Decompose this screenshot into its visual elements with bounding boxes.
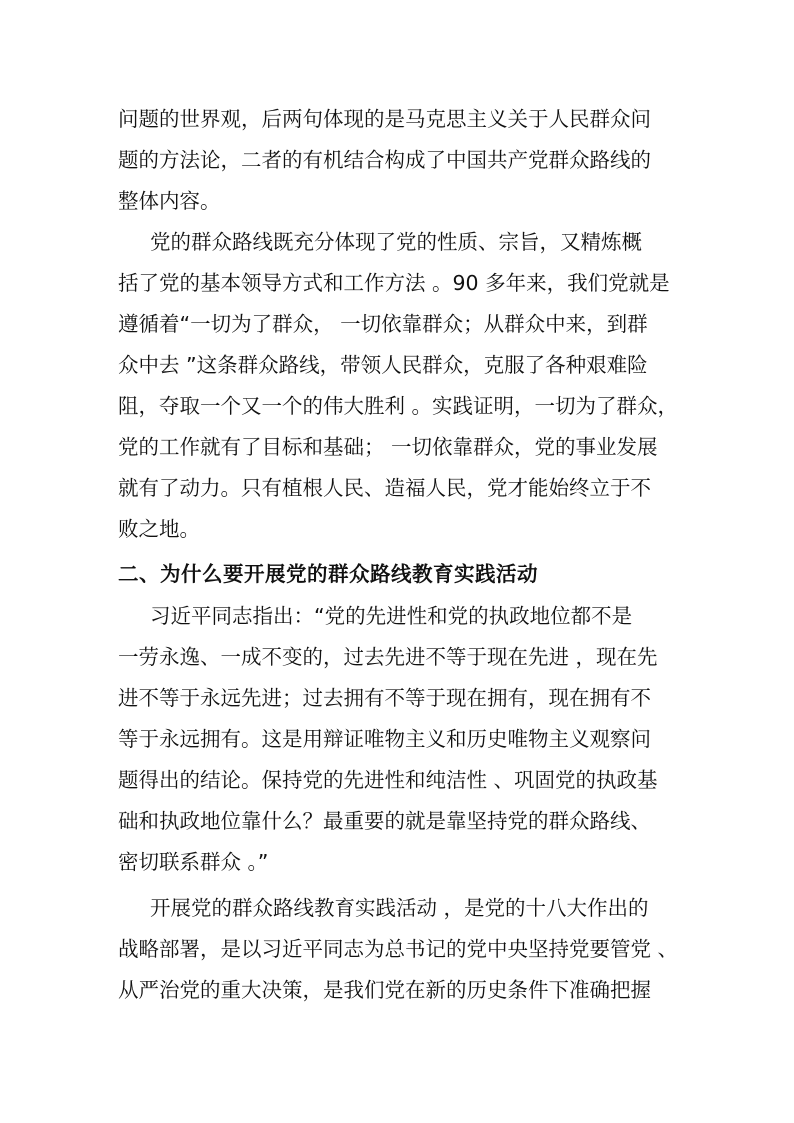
body-text-line: 遵循着“一切为了群众， 一切依靠群众；从群众中来，到群 bbox=[118, 312, 648, 336]
paragraph-first-line: 开展党的群众路线教育实践活动 ，是党的十八大作出的 bbox=[150, 896, 649, 920]
body-text-line: 问题的世界观，后两句体现的是马克思主义关于人民群众问 bbox=[118, 107, 651, 131]
body-text-line: 础和执政地位靠什么？最重要的就是靠坚持党的群众路线、 bbox=[118, 809, 651, 833]
paragraph-first-line: 习近平同志指出：“党的先进性和党的执政地位都不是 bbox=[150, 604, 633, 628]
body-text-line: 题得出的结论。保持党的先进性和纯洁性 、巩固党的执政基 bbox=[118, 768, 658, 792]
body-text-line: 等于永远拥有。这是用辩证唯物主义和历史唯物主义观察问 bbox=[118, 727, 651, 751]
body-text-line: 就有了动力。只有植根人民、造福人民，党才能始终立于不 bbox=[118, 476, 651, 500]
section-heading: 二、为什么要开展党的群众路线教育实践活动 bbox=[118, 562, 538, 586]
body-text-line: 从严治党的重大决策，是我们党在新的历史条件下准确把握 bbox=[118, 978, 651, 1002]
body-text-line: 众中去 ”这条群众路线，带领人民群众，克服了各种艰难险 bbox=[118, 353, 648, 377]
body-text-line: 进不等于永远先进；过去拥有不等于现在拥有，现在拥有不 bbox=[118, 686, 651, 710]
body-text-line: 密切联系群众 。” bbox=[118, 850, 269, 874]
body-text-line: 整体内容。 bbox=[118, 189, 221, 213]
body-text-line: 题的方法论，二者的有机结合构成了中国共产党群众路线的 bbox=[118, 148, 651, 172]
body-text-line: 败之地。 bbox=[118, 517, 200, 541]
paragraph-first-line: 党的群众路线既充分体现了党的性质、宗旨，又精炼概 bbox=[150, 230, 642, 254]
body-text-line: 党的工作就有了目标和基础； 一切依靠群众，党的事业发展 bbox=[118, 435, 658, 459]
body-text-line: 战略部署，是以习近平同志为总书记的党中央坚持党要管党 、 bbox=[118, 937, 679, 961]
body-text-line: 阻，夺取一个又一个的伟大胜利 。实践证明，一切为了群众， bbox=[118, 394, 679, 418]
body-text-line: 一劳永逸、一成不变的，过去先进不等于现在先进 ，现在先 bbox=[118, 645, 658, 669]
body-text-line: 括了党的基本领导方式和工作方法 。90 多年来，我们党就是 bbox=[118, 271, 670, 295]
